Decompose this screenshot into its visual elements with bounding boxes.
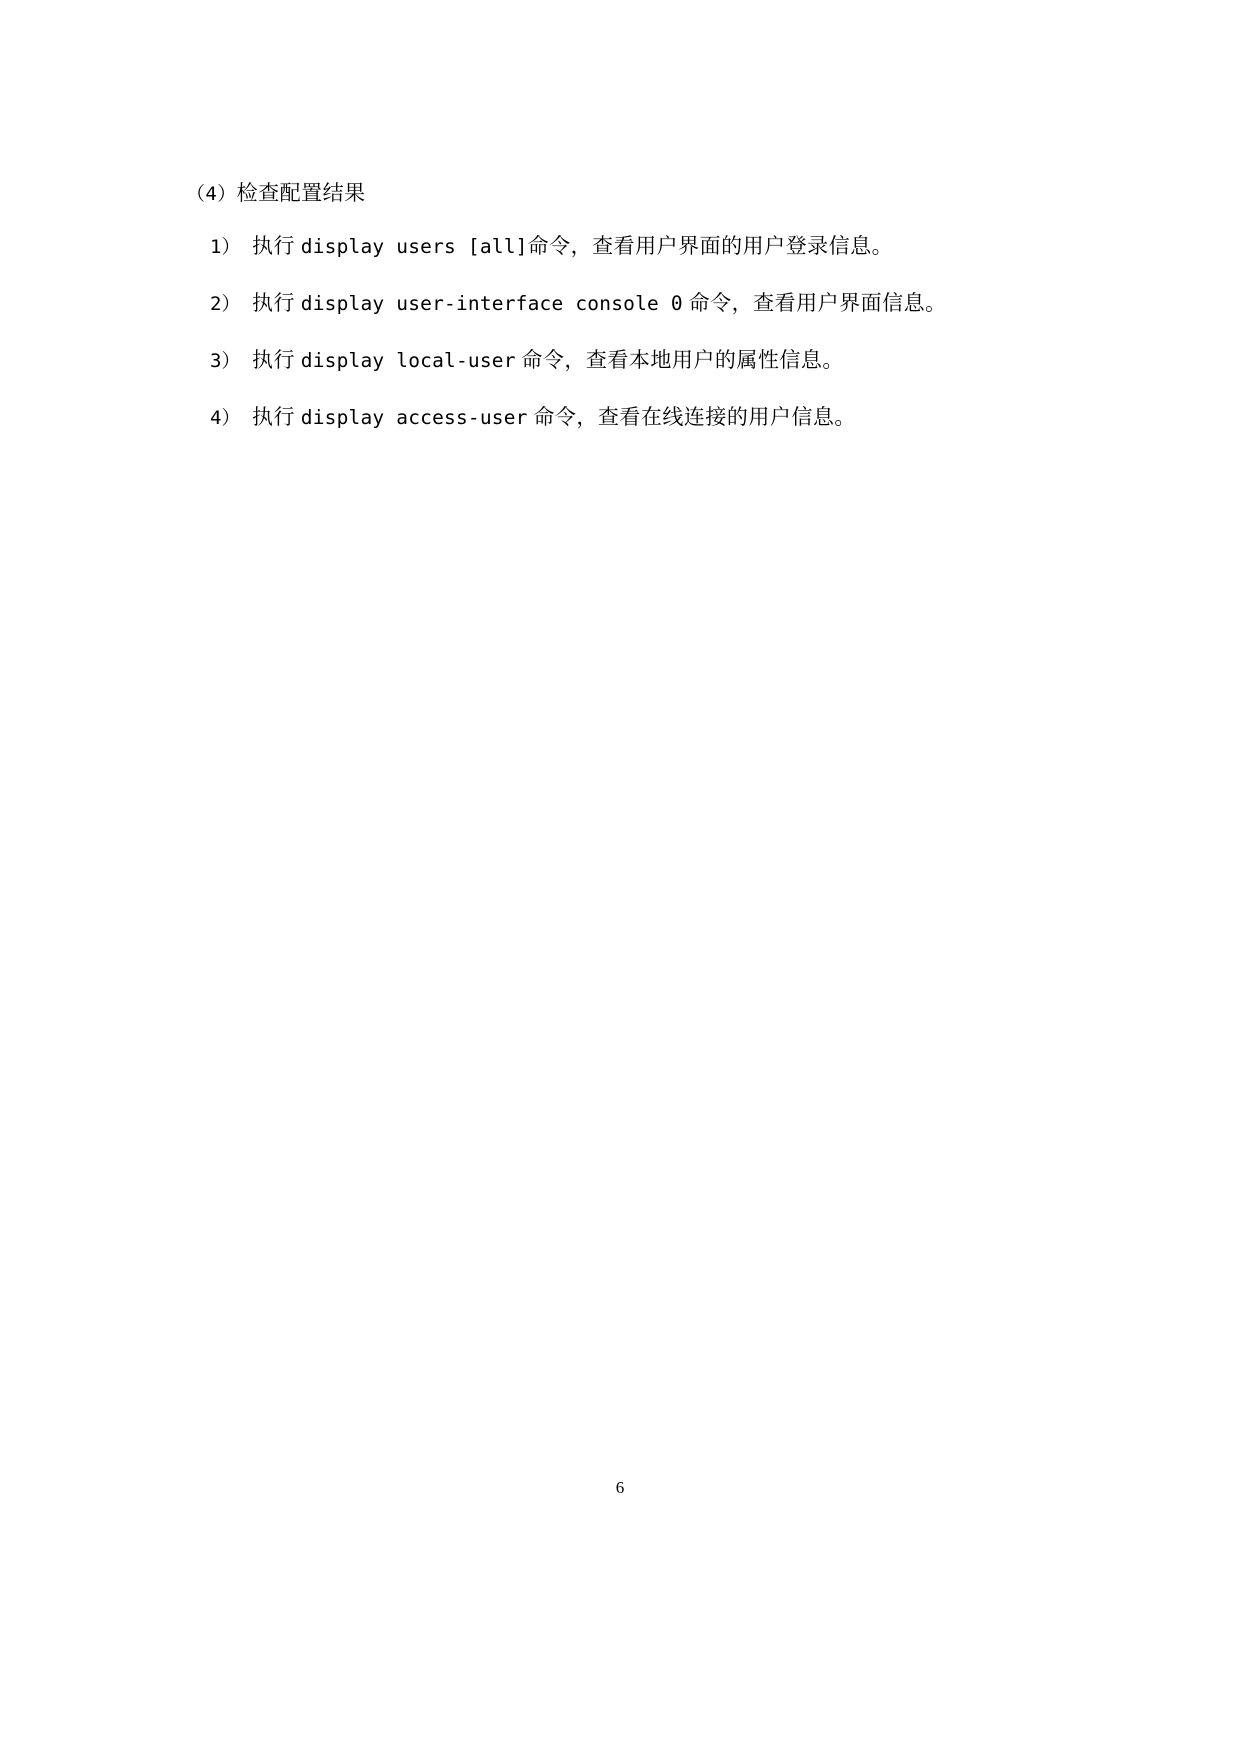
list-item-prefix: 执行 xyxy=(252,405,301,429)
page-number: 6 xyxy=(615,1478,625,1497)
list-item-command: display access-user xyxy=(300,406,528,429)
list-item-command: display users [all] xyxy=(300,235,528,258)
list-item-command: display local-user xyxy=(300,349,516,372)
list-item-command: display user-interface console 0 xyxy=(300,292,683,315)
list-item-marker: 3） xyxy=(210,350,241,372)
list-item xyxy=(186,402,1086,433)
list-item-prefix: 执行 xyxy=(252,234,301,258)
page-content xyxy=(186,178,1086,459)
section-heading-number: （4） xyxy=(186,183,237,205)
steps-list xyxy=(186,231,1086,433)
list-item-suffix: 命令，查看用户界面信息。 xyxy=(682,291,947,315)
list-item-marker: 1） xyxy=(210,236,241,258)
list-item-suffix: 命令，查看本地用户的属性信息。 xyxy=(515,348,844,372)
section-heading xyxy=(186,178,1086,209)
section-heading-title: 检查配置结果 xyxy=(236,181,366,205)
list-item-marker: 2） xyxy=(210,293,241,315)
list-item-text xyxy=(252,288,1086,319)
list-item xyxy=(186,231,1086,262)
list-item-suffix: 命令，查看用户界面的用户登录信息。 xyxy=(527,234,894,258)
list-item-text xyxy=(252,402,1086,433)
list-item xyxy=(186,345,1086,376)
list-item-prefix: 执行 xyxy=(252,348,301,372)
list-item-prefix: 执行 xyxy=(252,291,301,315)
list-item xyxy=(186,288,1086,319)
list-item-text xyxy=(252,345,1086,376)
list-item-suffix: 命令，查看在线连接的用户信息。 xyxy=(527,405,856,429)
list-item-text xyxy=(252,231,1086,262)
list-item-marker: 4） xyxy=(210,407,241,429)
